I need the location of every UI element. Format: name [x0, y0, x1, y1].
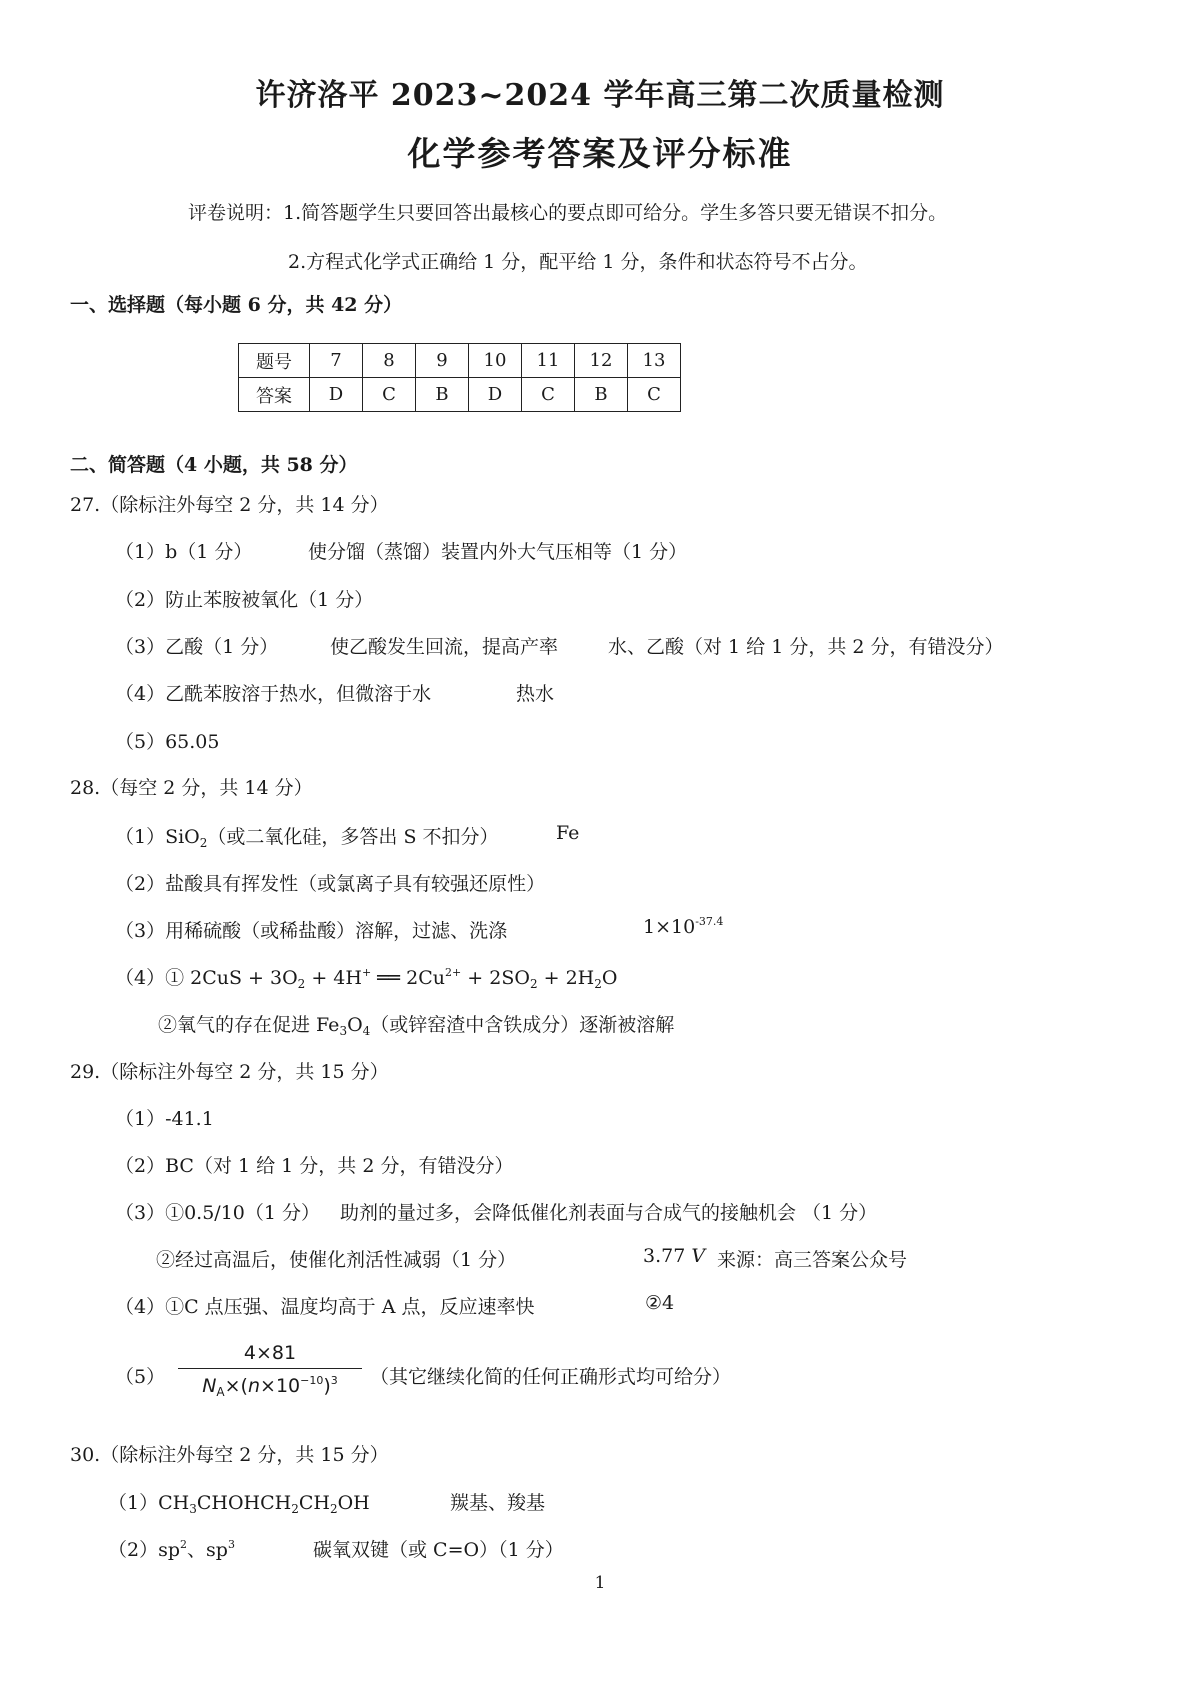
table-cell: D: [310, 378, 363, 412]
table-cell: 9: [416, 344, 469, 378]
q30-answer-1b: 羰基、羧基: [450, 1492, 546, 1514]
q29-answer-1: （1）-41.1: [115, 1108, 214, 1130]
table-cell: C: [628, 378, 681, 412]
q29-answer-5-note: （其它继续化简的任何正确形式均可给分）: [370, 1366, 732, 1388]
q28-answer-1a: （1）SiO$_2$（或二氧化硅，多答出 S 不扣分）: [115, 826, 499, 850]
q28-answer-2: （2）盐酸具有挥发性（或氯离子具有较强还原性）: [115, 873, 546, 895]
q29-answer-3d: 3.77 V: [643, 1245, 706, 1267]
q27-answer-1b: 使分馏（蒸馏）装置内外大气压相等（1 分）: [308, 541, 688, 563]
q28-heading: 28.（每空 2 分，共 14 分）: [70, 777, 313, 799]
q30-answer-2b: 碳氧双键（或 C=O）（1 分）: [313, 1539, 564, 1561]
table-cell: 13: [628, 344, 681, 378]
section-heading-short-answer: 二、简答题（4 小题，共 58 分）: [70, 454, 358, 476]
page-subtitle: 化学参考答案及评分标准: [407, 134, 793, 173]
q27-answer-1a: （1）b（1 分）: [115, 541, 253, 563]
table-header-cell: 题号: [239, 344, 310, 378]
q29-answer-5-fraction: [170, 1342, 370, 1397]
q27-answer-4a: （4）乙酰苯胺溶于热水，但微溶于水: [115, 683, 432, 705]
q27-answer-3c: 水、乙酸（对 1 给 1 分，共 2 分，有错没分）: [608, 636, 1004, 658]
q29-answer-4a: （4）①C 点压强、温度均高于 A 点，反应速率快: [115, 1296, 535, 1318]
table-cell: 10: [469, 344, 522, 378]
q29-answer-3b: 助剂的量过多，会降低催化剂表面与合成气的接触机会 （1 分）: [340, 1202, 878, 1224]
q28-answer-3a: （3）用稀硫酸（或稀盐酸）溶解，过滤、洗涤: [115, 920, 508, 942]
q27-answer-3a: （3）乙酸（1 分）: [115, 636, 279, 658]
q29-answer-2: （2）BC（对 1 给 1 分，共 2 分，有错没分）: [115, 1155, 514, 1177]
table-cell: 12: [575, 344, 628, 378]
table-cell: C: [363, 378, 416, 412]
q29-answer-3c: ②经过高温后，使催化剂活性减弱（1 分）: [156, 1249, 517, 1271]
table-header-cell: 答案: [239, 378, 310, 412]
q27-answer-2: （2）防止苯胺被氧化（1 分）: [115, 589, 374, 611]
table-cell: 7: [310, 344, 363, 378]
q27-answer-5: （5）65.05: [115, 731, 220, 753]
q27-heading: 27.（除标注外每空 2 分，共 14 分）: [70, 494, 389, 516]
q30-answer-2a: $(2)sp^2$、$sp^3$: [108, 1538, 235, 1561]
q28-answer-1b: Fe: [556, 822, 580, 844]
q28-answer-3b: $1\times 10^{-37.4}$: [643, 915, 724, 938]
q29-heading: 29.（除标注外每空 2 分，共 15 分）: [70, 1061, 389, 1083]
table-cell: 11: [522, 344, 575, 378]
section-heading-choice: 一、选择题（每小题 6 分，共 42 分）: [70, 294, 403, 316]
q29-answer-5-label: （5）: [115, 1366, 166, 1388]
q29-answer-3a: （3）①0.5/10（1 分）: [115, 1202, 321, 1224]
q29-answer-4b: ②4: [645, 1292, 675, 1314]
q28-answer-4b: ②氧气的存在促进 $Fe_3O_4$（或锌窑渣中含铁成分）逐渐被溶解: [158, 1014, 675, 1038]
table-row-numbers: [239, 344, 681, 378]
page-number: 1: [594, 1573, 606, 1593]
page-title: 许济洛平 2023~2024 学年高三第二次质量检测: [255, 78, 945, 113]
answer-table: [238, 343, 681, 412]
table-row-answers: [239, 378, 681, 412]
table-cell: B: [575, 378, 628, 412]
q27-answer-4b: 热水: [516, 683, 555, 705]
table-cell: 8: [363, 344, 416, 378]
q28-answer-4-equation: （4）① $2CuS + 3O_2 + 4H^+$ ══ $2Cu^{2+} + 2SO_2 + 2H_2O$: [115, 966, 618, 991]
grading-note-2: 2.方程式化学式正确给 1 分，配平给 1 分，条件和状态符号不占分。: [288, 251, 868, 273]
q27-answer-3b: 使乙酸发生回流，提高产率: [330, 636, 559, 658]
fraction-denominator: $N_A\times(n\times 10^{-10})^3$: [202, 1374, 338, 1399]
q30-answer-1a: $(1)CH_3CHOHCH_2CH_2OH$: [108, 1492, 370, 1516]
q30-heading: 30.（除标注外每空 2 分，共 15 分）: [70, 1444, 389, 1466]
fraction-numerator: 4×81: [243, 1342, 297, 1364]
source-note: 来源：高三答案公众号: [717, 1249, 908, 1271]
table-cell: B: [416, 378, 469, 412]
grading-note-1: 评卷说明：1.简答题学生只要回答出最核心的要点即可给分。学生多答只要无错误不扣分。: [188, 202, 948, 224]
table-cell: C: [522, 378, 575, 412]
table-cell: D: [469, 378, 522, 412]
